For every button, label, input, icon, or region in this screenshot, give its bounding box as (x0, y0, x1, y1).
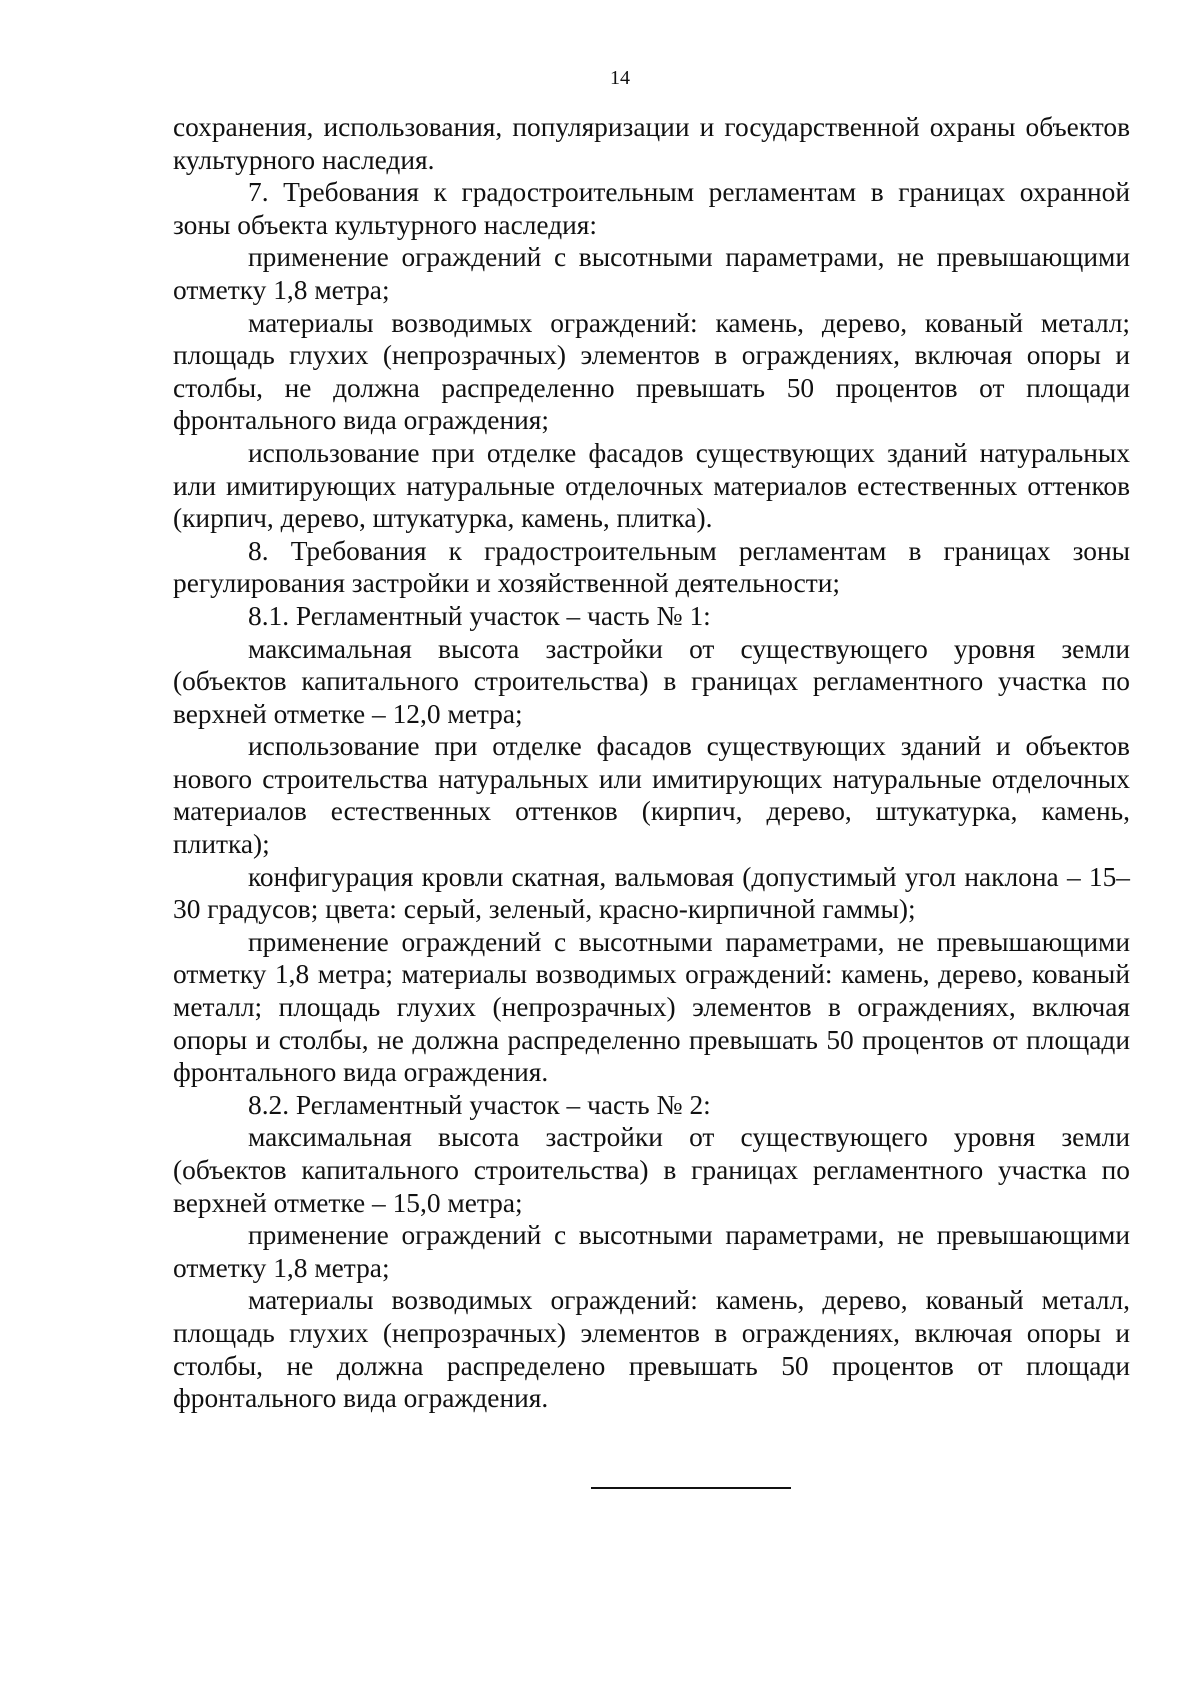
paragraph-fence-materials-2: материалы возводимых ограждений: камень, дерево, кованый металл, площадь глухих (непрозрачных) элементов в ограждениях, включая опоры и столбы, не должна распределено превышать 50 процентов от площади фронтального вида ограждения. (173, 1285, 1130, 1414)
paragraph-fence-combined: применение ограждений с высотными параметрами, не превышающими отметку 1,8 метра; материалы возводимых ограждений: камень, дерево, кованый металл; площадь глухих (непрозрачных) элементов в ограждениях, включая опоры и столбы, не должна распределенно превышать 50 процентов от площади фронтального вида ограждения. (173, 926, 1130, 1088)
paragraph-facade-new-construction: использование при отделке фасадов существующих зданий и объектов нового строительства натуральных или имитирующих натуральные отделочных материалов естественных оттенков (кирпич, дерево, штукатурка, камень, плитка); (173, 731, 1130, 860)
paragraph-section-8-1: 8.1. Регламентный участок – часть № 1: (248, 600, 711, 631)
paragraph-facade-finishing: использование при отделке фасадов существующих зданий натуральных или имитирующих натуральные отделочных материалов естественных оттенков (кирпич, дерево, штукатурка, камень, плитка). (173, 437, 1130, 534)
document-body (173, 111, 1130, 1415)
end-of-document-rule (591, 1487, 791, 1489)
page-number: 14 (610, 67, 630, 89)
paragraph-section-7: 7. Требования к градостроительным регламентам в границах охранной зоны объекта культурного наследия: (173, 177, 1130, 240)
paragraph-max-height-12: максимальная высота застройки от существующего уровня земли (объектов капитального строительства) в границах регламентного участка по верхней отметке – 12,0 метра; (173, 633, 1130, 729)
paragraph-fence-height: применение ограждений с высотными параметрами, не превышающими отметку 1,8 метра; (173, 242, 1130, 305)
paragraph-fence-materials: материалы возводимых ограждений: камень, дерево, кованый металл; площадь глухих (непрозрачных) элементов в ограждениях, включая опоры и столбы, не должна распределенно превышать 50 процентов от площади фронтального вида ограждения; (173, 307, 1130, 436)
paragraph-roof-configuration: конфигурация кровли скатная, вальмовая (допустимый угол наклона – 15–30 градусов; цвета: серый, зеленый, красно-кирпичной гаммы); (173, 861, 1130, 925)
paragraph-section-8-2: 8.2. Регламентный участок – часть № 2: (248, 1089, 711, 1120)
paragraph-fence-height-2: применение ограждений с высотными параметрами, не превышающими отметку 1,8 метра; (173, 1220, 1130, 1283)
paragraph-max-height-15: максимальная высота застройки от существующего уровня земли (объектов капитального строительства) в границах регламентного участка по верхней отметке – 15,0 метра; (173, 1122, 1130, 1218)
paragraph-continuation: сохранения, использования, популяризации и государственной охраны объектов культурного наследия. (173, 112, 1130, 175)
paragraph-section-8: 8. Требования к градостроительным регламентам в границах зоны регулирования застройки и хозяйственной деятельности; (173, 535, 1130, 599)
